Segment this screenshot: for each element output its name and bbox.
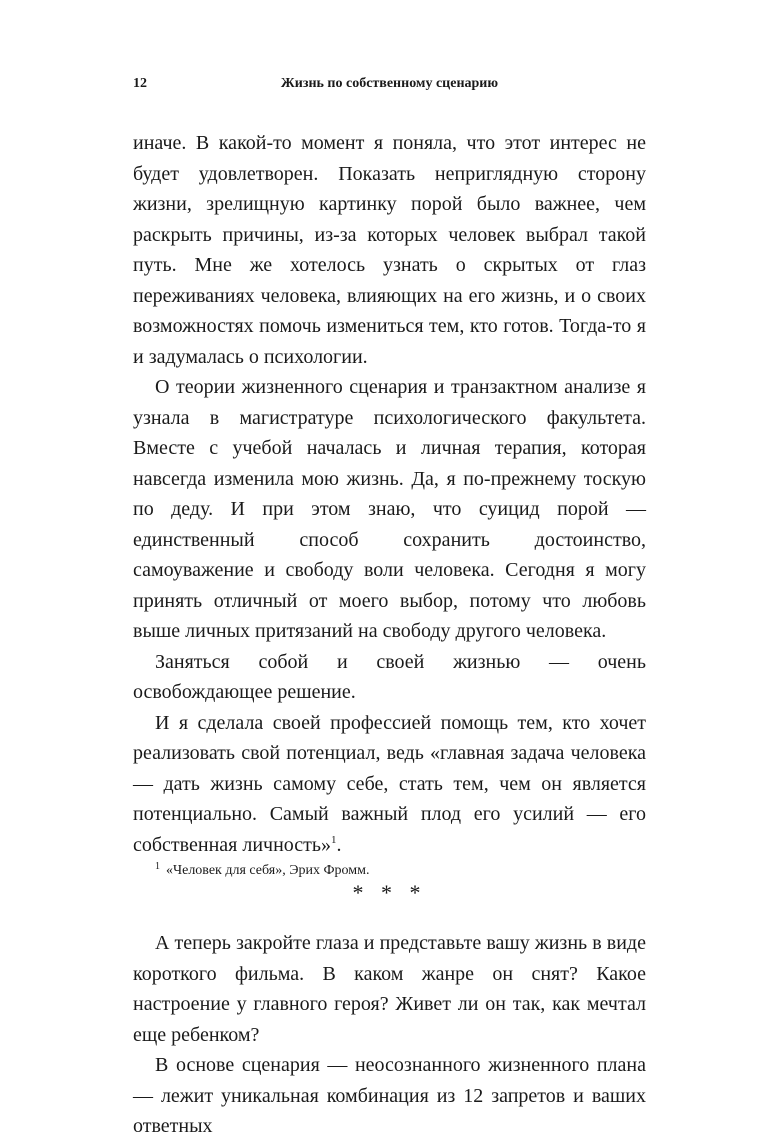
paragraph-5: А теперь закройте глаза и представьте вашу жизнь в виде короткого фильма. В каком жанре он снят? Какое настроение у главного героя? Живет ли он так, как мечтал еще ребенком? — [133, 932, 646, 1046]
running-title: Жизнь по собственному сценарию — [280, 76, 499, 91]
paragraph-3: Заняться собой и своей жизнью — очень освобождающее решение. — [133, 650, 646, 703]
footnote — [155, 858, 645, 880]
running-header — [133, 76, 646, 100]
footnote-text: «Человек для себя», Эрих Фромм. — [166, 863, 370, 878]
body-text — [133, 128, 646, 1142]
paragraph-6: В основе сценария — неосознанного жизненного плана — лежит уникальная комбинация из 12 запретов и ваших ответных — [133, 1054, 646, 1137]
paragraph-4-text: И я сделала своей профессией помощь тем, кто хочет реализовать свой потенциал, ведь «главная задача человека — дать жизнь самому себе, стать тем, чем он является потенциально. Самый важный плод его усилий — его собственная личность» — [133, 711, 646, 856]
paragraph-4: И я сделала своей профессией помощь тем, кто хочет реализовать свой потенциал, ведь «главная задача человека — дать жизнь самому себе, стать тем, чем он является потенциально. Самый важный плод его усилий — его собственная личность»$^1$. — [133, 711, 646, 856]
footnote-reference: 1 — [331, 833, 337, 846]
paragraph-1: иначе. В какой-то момент я поняла, что этот интерес не будет удовлетворен. Показать неприглядную сторону жизни, зрелищную картинку порой было важнее, чем раскрыть причины, из-за которых человек выбрал такой путь. Мне же хотелось узнать о скрытых от глаз переживаниях человека, влияющих на его жизнь, и о своих возможностях помочь измениться тем, кто готов. Тогда-то я и задумалась о психологии. — [133, 132, 646, 368]
footnote-mark: 1 — [155, 861, 160, 872]
page-number: 12 — [133, 76, 147, 91]
paragraph-2: О теории жизненного сценария и транзактном анализе я узнала в магистратуре психологического факультета. Вместе с учебой началась и личная терапия, которая навсегда изменила мою жизнь. Да, я по-прежнему тоскую по деду. И при этом знаю, что суицид порой — единственный способ сохранить достоинство, самоуважение и свободу воли человека. Сегодня я могу принять отличный от моего выбор, потому что любовь выше личных притязаний на свободу другого человека. — [133, 376, 646, 642]
section-break-asterism: * * * — [352, 880, 427, 905]
